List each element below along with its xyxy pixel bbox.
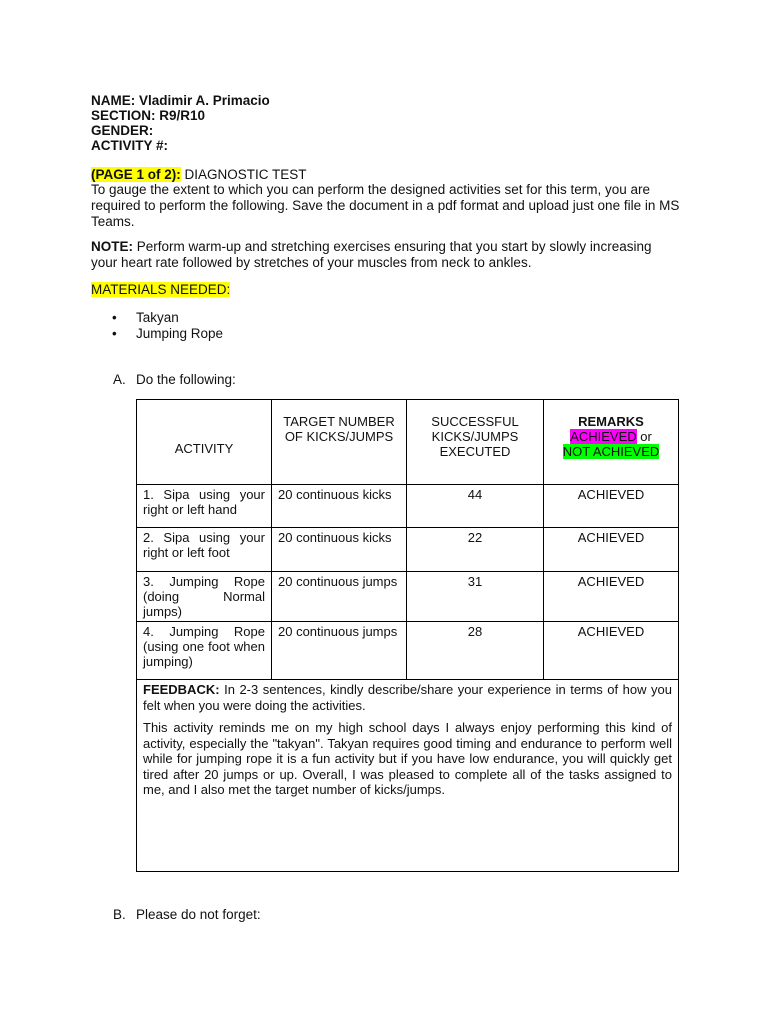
- header-successful: SUCCESSFUL KICKS/JUMPS EXECUTED: [407, 400, 544, 485]
- materials-list: [112, 310, 223, 342]
- row-executed: 22: [407, 528, 544, 572]
- intro-paragraph: To gauge the extent to which you can perform the designed activities set for this term, you are required to perform the following. Save the document in a pdf format and upload just one file in MS Teams.: [91, 182, 680, 229]
- list-item-label: Takyan: [136, 310, 179, 325]
- feedback-cell: [137, 680, 679, 872]
- table-header-row: [137, 400, 679, 485]
- student-name: NAME: Vladimir A. Primacio: [91, 93, 270, 108]
- activity-number: ACTIVITY #:: [91, 138, 169, 153]
- page-title: DIAGNOSTIC TEST: [180, 167, 307, 182]
- section-a-marker: A.: [113, 372, 126, 387]
- feedback-prompt: [143, 682, 672, 713]
- row-activity: 2. Sipa using your right or left foot: [137, 528, 272, 572]
- list-item: [112, 326, 223, 342]
- feedback-row: [137, 680, 679, 872]
- list-item-label: Jumping Rope: [136, 326, 224, 341]
- page-label: (PAGE 1 of 2):: [91, 167, 181, 182]
- not-achieved-tag: NOT ACHIEVED: [562, 444, 660, 459]
- header-activity: ACTIVITY: [137, 400, 272, 485]
- materials-heading-text: MATERIALS NEEDED:: [91, 282, 231, 297]
- header-target: TARGET NUMBER OF KICKS/JUMPS: [272, 400, 407, 485]
- table-row: [137, 485, 679, 528]
- feedback-label: FEEDBACK:: [143, 682, 220, 697]
- row-remarks: ACHIEVED: [544, 572, 679, 622]
- student-gender: GENDER:: [91, 123, 154, 138]
- row-activity: 3. Jumping Rope (doing Normal jumps): [137, 572, 272, 622]
- list-item: [112, 310, 223, 326]
- row-target: 20 continuous jumps: [272, 622, 407, 680]
- note-text: Perform warm-up and stretching exercises ensuring that you start by slowly increasing your heart rate followed by stretches of your muscles from neck to ankles.: [91, 239, 652, 270]
- section-a-text: Do the following:: [136, 372, 236, 387]
- table-row: [137, 572, 679, 622]
- row-remarks: ACHIEVED: [544, 622, 679, 680]
- row-target: 20 continuous kicks: [272, 485, 407, 528]
- note-label: NOTE:: [91, 239, 133, 254]
- row-executed: 31: [407, 572, 544, 622]
- bullet-icon: •: [112, 310, 117, 325]
- row-executed: 44: [407, 485, 544, 528]
- row-remarks: ACHIEVED: [544, 528, 679, 572]
- remarks-legend: [550, 429, 672, 444]
- feedback-prompt-text: In 2-3 sentences, kindly describe/share your experience in terms of how you felt when you were doing the activities.: [143, 682, 672, 713]
- materials-heading: [91, 282, 230, 297]
- activity-table: [136, 399, 679, 872]
- remarks-title: REMARKS: [578, 414, 644, 429]
- header-remarks: [544, 400, 679, 485]
- or-text: or: [636, 429, 652, 444]
- feedback-answer: This activity reminds me on my high school days I always enjoy performing this kind of activity, especially the "takyan". Takyan requires good timing and endurance to perform well while for jumping rope it is a fun activity but if you have low endurance, you will quickly get tired after 20 jumps or up. Overall, I was pleased to complete all of the tasks assigned to me, and I also met the target number of kicks/jumps.: [143, 720, 672, 797]
- row-target: 20 continuous kicks: [272, 528, 407, 572]
- bullet-icon: •: [112, 326, 117, 341]
- table-row: [137, 528, 679, 572]
- section-b-text: Please do not forget:: [136, 907, 261, 922]
- page-heading: [91, 167, 307, 182]
- row-activity: 4. Jumping Rope (using one foot when jumping): [137, 622, 272, 680]
- row-remarks: ACHIEVED: [544, 485, 679, 528]
- row-executed: 28: [407, 622, 544, 680]
- remarks-legend-2: [550, 444, 672, 459]
- row-activity: 1. Sipa using your right or left hand: [137, 485, 272, 528]
- table-row: [137, 622, 679, 680]
- section-b-marker: B.: [113, 907, 126, 922]
- row-target: 20 continuous jumps: [272, 572, 407, 622]
- achieved-tag: ACHIEVED: [570, 429, 637, 444]
- student-section: SECTION: R9/R10: [91, 108, 206, 123]
- note-paragraph: [91, 239, 681, 271]
